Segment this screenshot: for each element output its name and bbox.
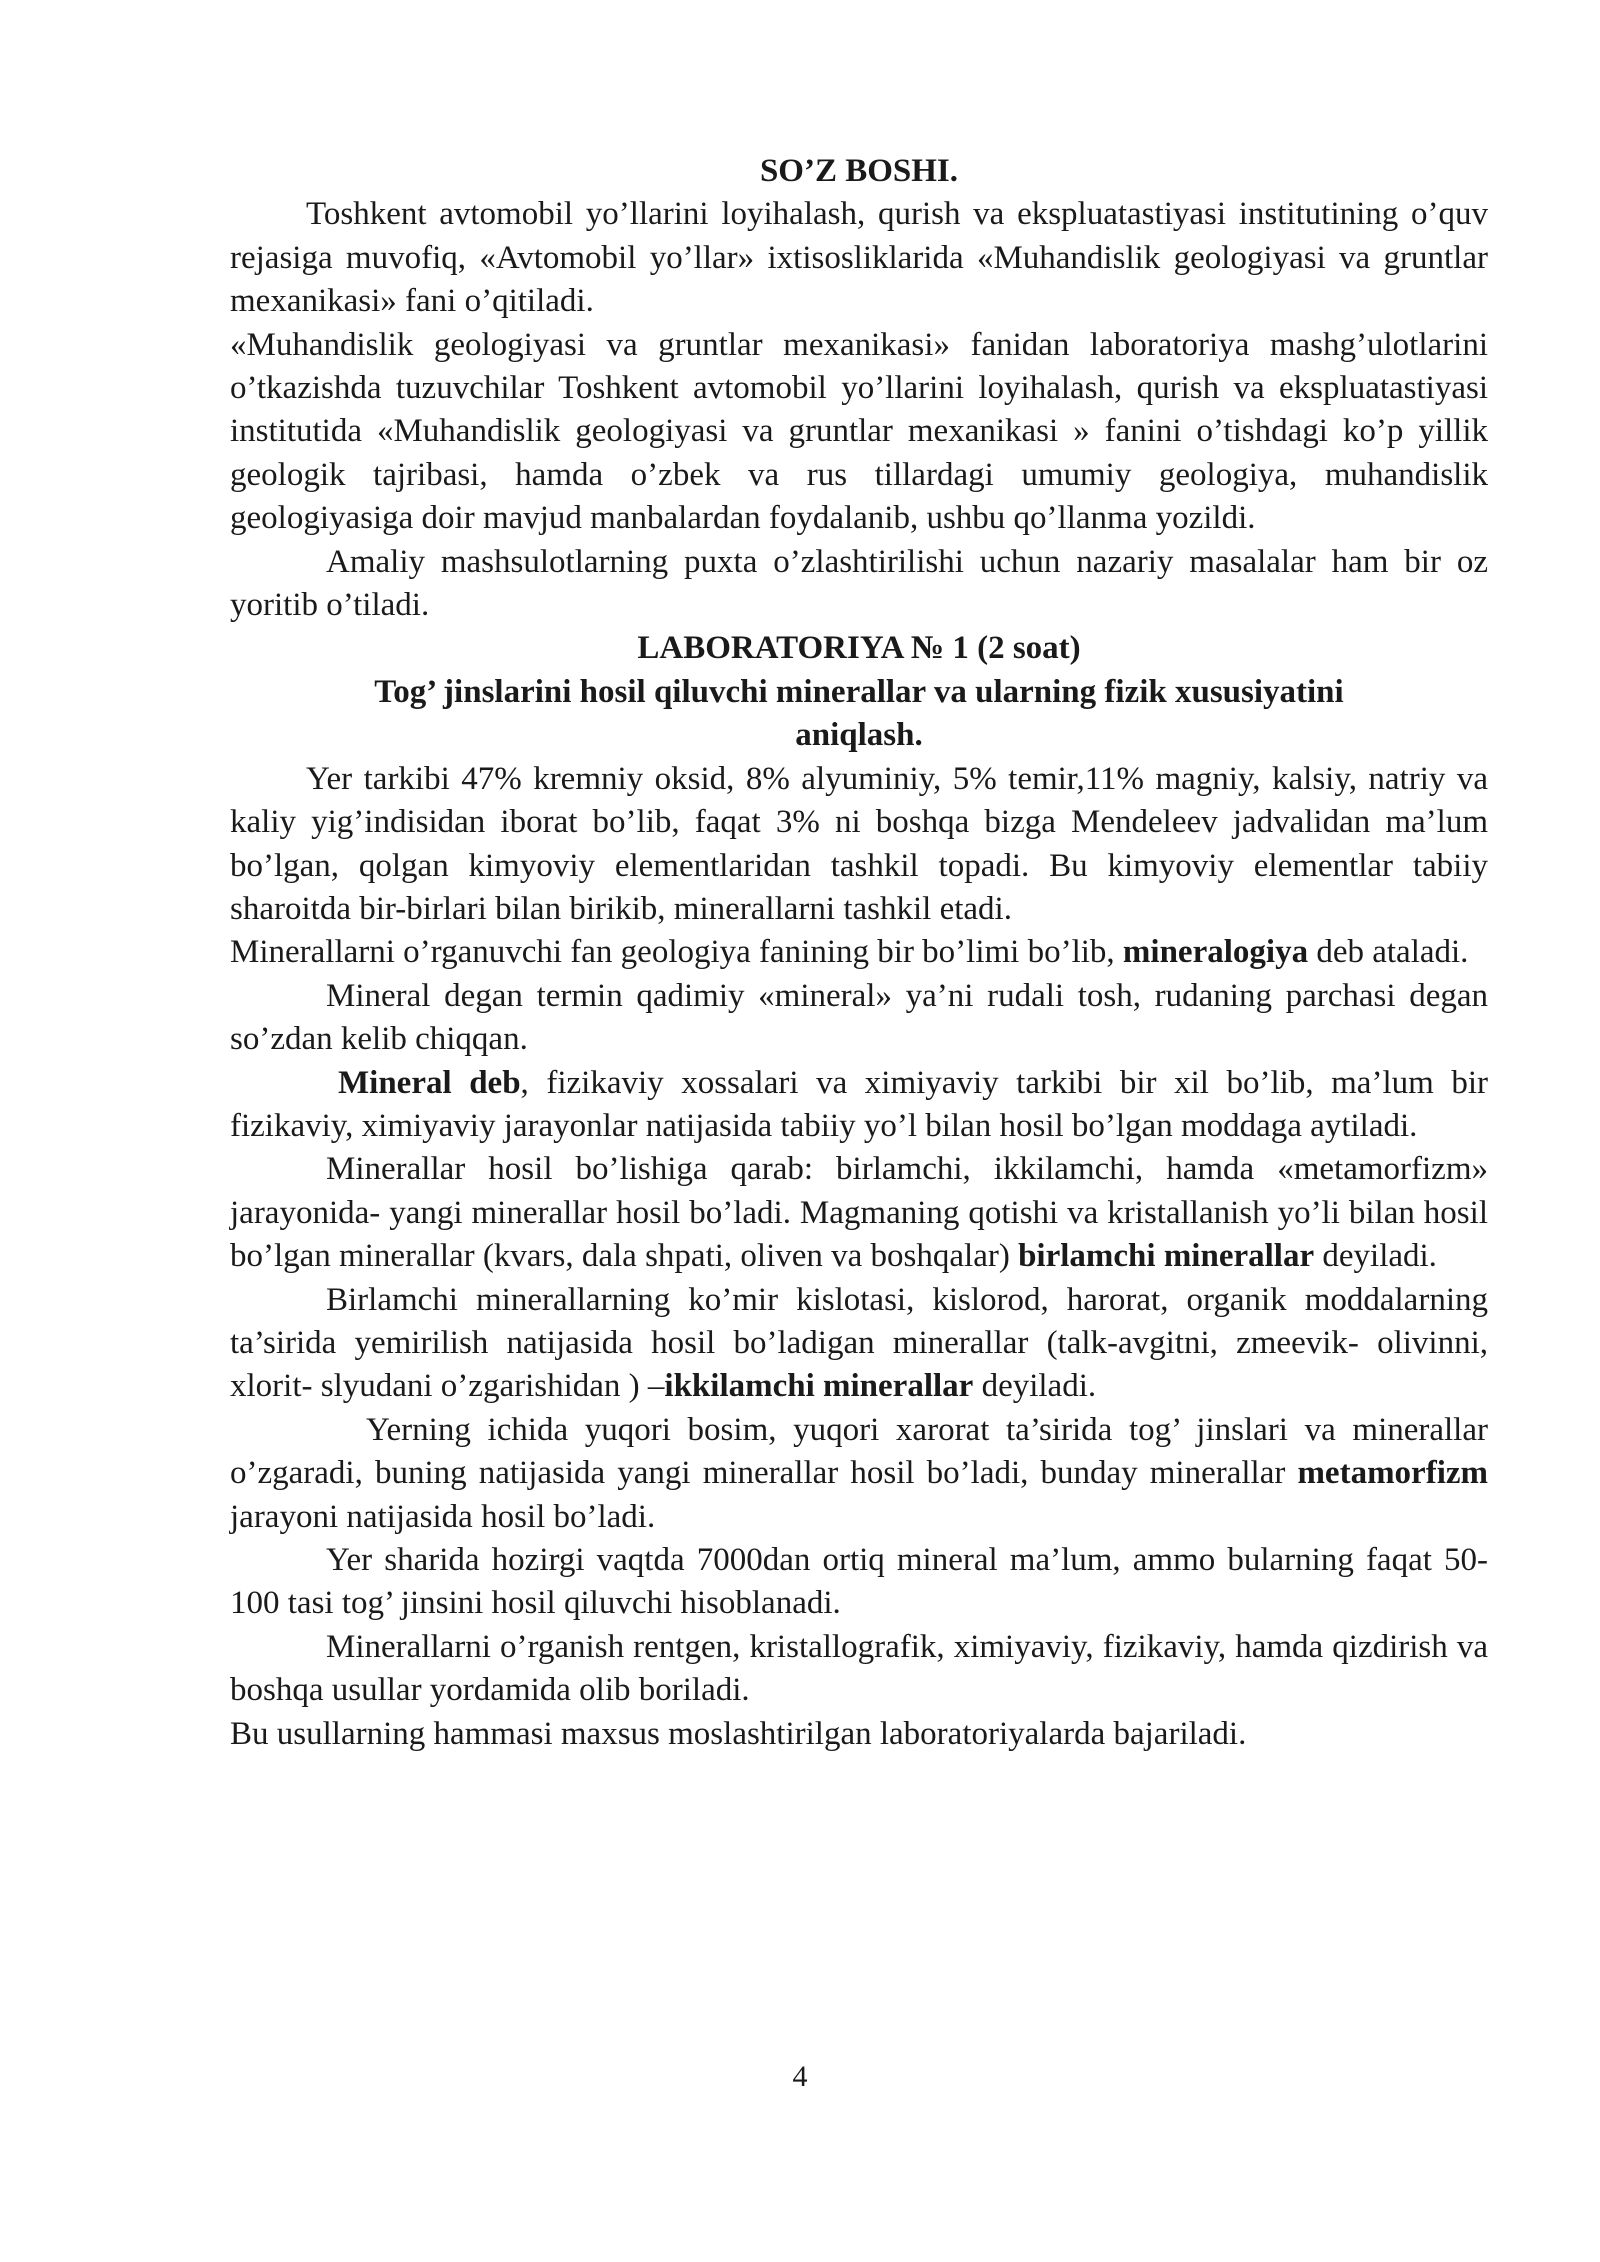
text-run: Minerallar hosil bo’lishiga qarab: birlamchi, ikkilamchi, hamda «metamorfizm» jarayonida- yangi minerallar hosil bo’ladi. Magmaning qotishi va kristallanish yo’li bilan hosil bo’lgan minerallar (kvars, dala shpati, oliven va boshqalar) bbox=[230, 1151, 1488, 1275]
lab-paragraph bbox=[230, 1409, 1488, 1539]
lab-paragraph: Minerallarni o’rganish rentgen, kristallografik, ximiyaviy, fizikaviy, hamda qizdirish va boshqa usullar yordamida olib boriladi. bbox=[230, 1628, 1488, 1709]
text-run: , fizikaviy xossalari va ximiyaviy tarkibi bir xil bo’lib, ma’lum bir fizikaviy, ximiyaviy jarayonlar natijasida tabiiy yo’l bilan hosil bo’lgan moddaga aytiladi. bbox=[230, 1064, 1488, 1144]
term-mineral-deb: Mineral deb bbox=[338, 1064, 521, 1101]
lab-paragraph bbox=[230, 1279, 1488, 1409]
text-run: Birlamchi minerallarning ko’mir kislotasi, kislorod, harorat, organik moddalarning ta’sirida yemirilish natijasida hosil bo’ladigan minerallar (talk-avgitni, zmeevik- olivinni, xlorit- slyudani o’zgarishidan ) – bbox=[230, 1281, 1488, 1405]
foreword-paragraph: «Muhandislik geologiyasi va gruntlar mexanikasi» fanidan laboratoriya mashg’ulotlarini o’tkazishda tuzuvchilar Toshkent avtomobil yo’llarini loyihalash, qurish va ekspluatastiyasi institutida «Muhandislik geologiyasi va gruntlar mexanikasi » fanini o’tishdagi ko’p yillik geologik tajribasi, hamda o’zbek va rus tillardagi umumiy geologiya, muhandislik geologiyasiga doir mavjud manbalardan foydalanib, ushbu qo’llanma yozildi. bbox=[230, 326, 1488, 537]
term-mineralogiya: mineralogiya bbox=[1122, 934, 1309, 971]
term-metamorfizm: metamorfizm bbox=[1297, 1455, 1488, 1492]
lab-paragraph bbox=[230, 1062, 1488, 1149]
foreword-paragraph: Toshkent avtomobil yo’llarini loyihalash, qurish va ekspluatastiyasi institutining o’quv rejasiga muvofiq, «Avtomobil yo’llar» ixtisosliklarida «Muhandislik geologiyasi va gruntlar mexanikasi» fani o’qitiladi. bbox=[230, 196, 1488, 320]
text-run: deyiladi. bbox=[973, 1368, 1097, 1405]
lab-paragraph: Yer sharida hozirgi vaqtda 7000dan ortiq mineral ma’lum, ammo bularning faqat 50-100 tasi tog’ jinsini hosil qiluvchi hisoblanadi. bbox=[230, 1542, 1488, 1622]
text-run: Minerallarni o’rganuvchi fan geologiya fanining bir bo’limi bo’lib, bbox=[230, 934, 1123, 971]
lab-paragraph: Yer tarkibi 47% kremniy oksid, 8% alyuminiy, 5% temir,11% magniy, kalsiy, natriy va kaliy yig’indisidan iborat bo’lib, faqat 3% ni boshqa bizga Mendeleev jadvalidan ma’lum bo’lgan, qolgan kimyoviy elementlaridan tashkil topadi. Bu kimyoviy elementlar tabiiy sharoitda bir-birlari bilan birikib, minerallarni tashkil etadi. bbox=[230, 760, 1488, 927]
page-number: 4 bbox=[792, 2060, 808, 2093]
lab-paragraph bbox=[230, 1148, 1488, 1278]
text-run: deb ataladi. bbox=[1308, 934, 1469, 971]
lab-subtitle-line1: Tog’ jinslarini hosil qiluvchi minerallar va ularning fizik xususiyatini bbox=[374, 673, 1344, 710]
lab-paragraph: Bu usullarning hammasi maxsus moslashtirilgan laboratoriyalarda bajariladi. bbox=[230, 1715, 1247, 1752]
page-content bbox=[230, 150, 1488, 1756]
term-ikkilamchi-minerallar: ikkilamchi minerallar bbox=[664, 1368, 974, 1405]
foreword-paragraph: Amaliy mashsulotlarning puxta o’zlashtirilishi uchun nazariy masalalar ham bir oz yoritib o’tiladi. bbox=[230, 543, 1488, 624]
lab-heading: LABORATORIYA № 1 (2 soat) bbox=[637, 630, 1081, 667]
lab-paragraph: Mineral degan termin qadimiy «mineral» ya’ni rudali tosh, rudaning parchasi degan so’zdan kelib chiqqan. bbox=[230, 977, 1488, 1058]
lab-paragraph bbox=[230, 931, 1488, 974]
term-birlamchi-minerallar: birlamchi minerallar bbox=[1018, 1238, 1315, 1275]
lab-subtitle-line2: aniqlash. bbox=[795, 717, 923, 754]
text-run: jarayoni natijasida hosil bo’ladi. bbox=[230, 1498, 656, 1535]
text-run: deyiladi. bbox=[1314, 1238, 1437, 1275]
foreword-title: SO’Z BOSHI. bbox=[759, 153, 959, 189]
text-run: Yerning ichida yuqori bosim, yuqori xarorat ta’sirida tog’ jinslari va minerallar o’zgaradi, buning natijasida yangi minerallar hosil bo’ladi, bunday minerallar bbox=[230, 1411, 1488, 1492]
